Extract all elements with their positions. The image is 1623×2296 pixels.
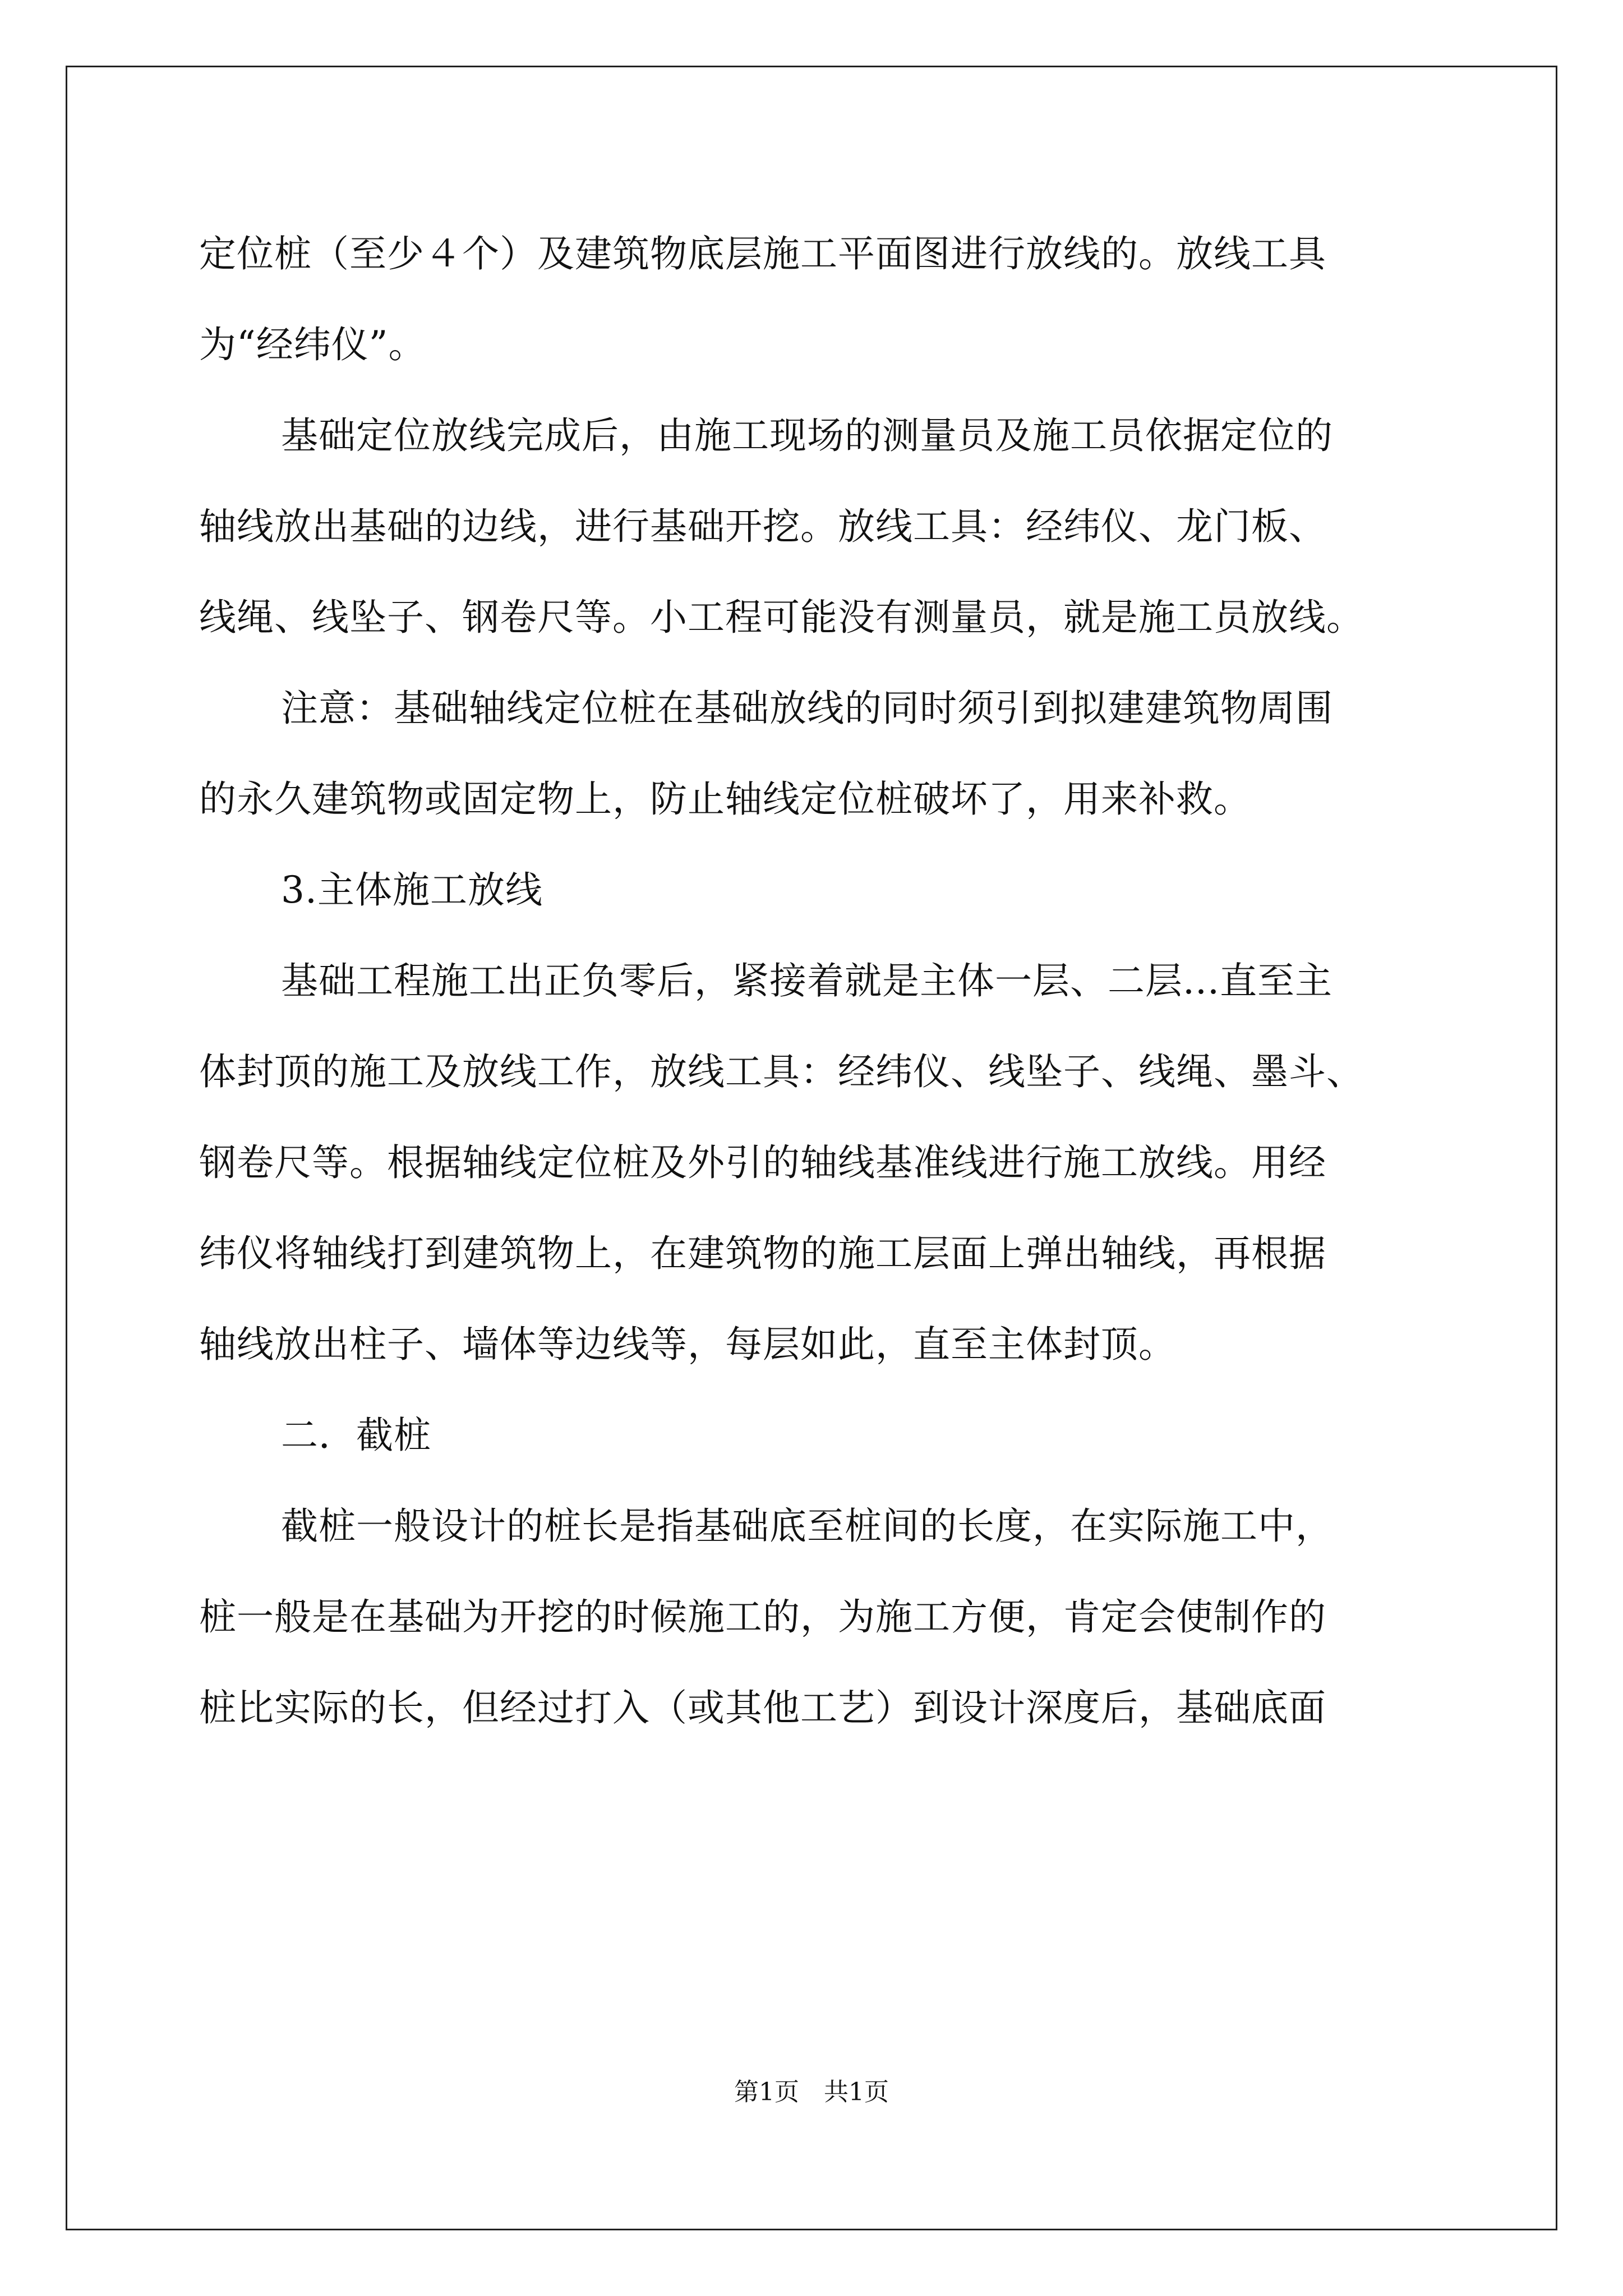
paragraph-start: 注意：基础轴线定位桩在基础放线的同时须引到拟建建筑物周围 xyxy=(281,687,1333,730)
paragraph-start: 截桩一般设计的桩长是指基础底至桩间的长度，在实际施工中， xyxy=(281,1504,1333,1548)
page-footer: 第1页 共1页 xyxy=(734,2078,889,2106)
text-line: 桩一般是在基础为开挖的时候施工的，为施工方便，肯定会使制作的 xyxy=(199,1595,1326,1639)
text-line: 钢卷尺等。根据轴线定位桩及外引的轴线基准线进行施工放线。用经 xyxy=(199,1141,1326,1184)
paragraph-start: 基础定位放线完成后，由施工现场的测量员及施工员依据定位的 xyxy=(281,414,1333,457)
section-heading: 3.主体施工放线 xyxy=(281,868,543,912)
text-line: 轴线放出基础的边线，进行基础开挖。放线工具：经纬仪、龙门板、 xyxy=(199,505,1326,548)
text-line: 轴线放出柱子、墙体等边线等，每层如此，直至主体封顶。 xyxy=(199,1323,1176,1366)
section-heading: 二．截桩 xyxy=(281,1414,431,1457)
text-line: 为“经纬仪”。 xyxy=(199,323,426,366)
text-line: 桩比实际的长，但经过打入（或其他工艺）到设计深度后，基础底面 xyxy=(199,1686,1326,1729)
text-line: 定位桩（至少４个）及建筑物底层施工平面图进行放线的。放线工具 xyxy=(199,232,1326,275)
text-line: 线绳、线坠子、钢卷尺等。小工程可能没有测量员，就是施工员放线。 xyxy=(199,596,1364,639)
text-line: 纬仪将轴线打到建筑物上，在建筑物的施工层面上弹出轴线，再根据 xyxy=(199,1232,1326,1275)
text-line: 体封顶的施工及放线工作，放线工具：经纬仪、线坠子、线绳、墨斗、 xyxy=(199,1050,1364,1093)
text-line: 的永久建筑物或固定物上，防止轴线定位桩破坏了，用来补救。 xyxy=(199,777,1251,821)
document-body xyxy=(199,220,1433,1765)
paragraph-start: 基础工程施工出正负零后，紧接着就是主体一层、二层...直至主 xyxy=(281,959,1332,1002)
